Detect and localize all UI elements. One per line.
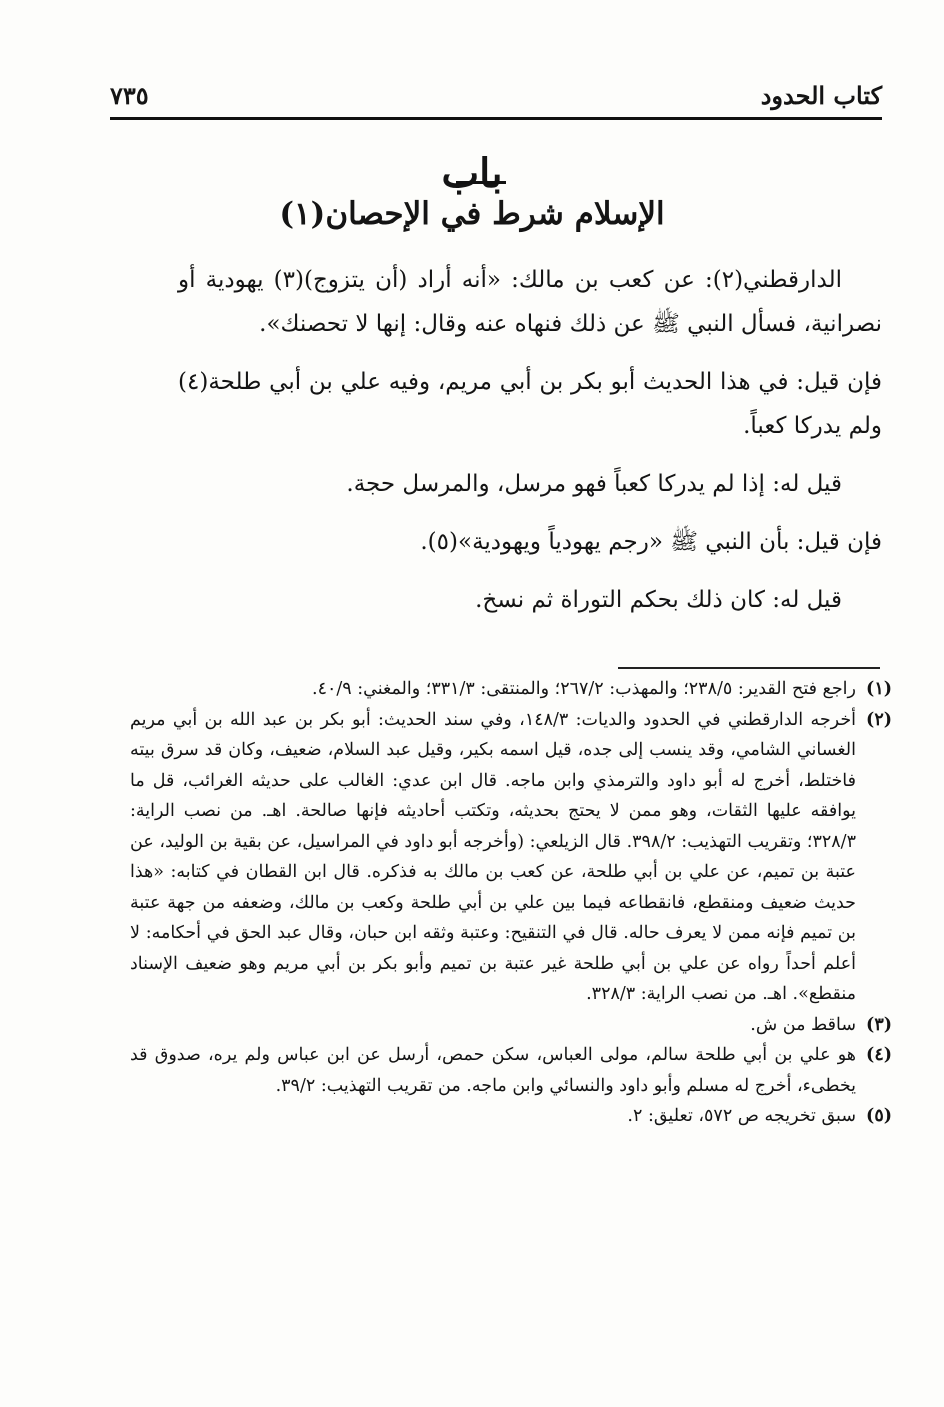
bab-underline	[456, 181, 506, 184]
bab-heading: باب	[441, 150, 503, 197]
footnote-number: (٥)	[866, 1106, 892, 1126]
paragraph: الدارقطني(٢): عن كعب بن مالك: «أنه أراد (أن يتزوج)(٣) يهودية أو نصرانية، فسأل النبي ﷺ عن ذلك فنهاه عنه وقال: إنها لا تحصنك».	[178, 267, 882, 337]
footnote-text: أخرجه الدارقطني في الحدود والديات: ١٤٨/٣، وفي سند الحديث: أبو بكر بن عبد الله بن أبي مريم الغساني الشامي، وقد ينسب إلى جده، قيل اسمه بكير، وقيل عبد السلام، ضعيف، وكان قد سرق بيته فاختلط، أخرج له أبو داود والترمذي وابن ماجه. قال ابن عدي: الغالب على حديثه الغرائب، قل ما يوافقه عليها الثقات، وهو ممن لا يحتج بحديثه، وتكتب أحاديثه فإنها صالحة. اهـ. من نصب الراية: ٣٢٨/٣؛ وتقريب التهذيب: ٣٩٨/٢. قال الزيلعي: (وأخرجه أبو داود في المراسيل، عن بقية بن الوليد، عن عتبة بن تميم، عن علي بن أبي طلحة، عن كعب بن مالك به فذكره. قال ابن القطان في كتابه: «هذا حديث ضعيف ومنقطع، فانقطاعه فيما بين علي بن أبي طلحة وكعب بن مالك، وضعفه من جهة عتبة بن تميم فإنه ممن لا يعرف حاله. قال في التنقيح: وعتبة وثقه ابن حبان، وقال عبد الحق في أحكامه: لا أعلم أحداً رواه عن علي بن أبي طلحة غير عتبة بن تميم وأبو بكر بن أبي مريم وهو ضعيف الإسناد منقطع». اهـ. من نصب الراية: ٣٢٨/٣.	[130, 709, 857, 1004]
paragraph: قيل له: كان ذلك بحكم التوراة ثم نسخ.	[475, 587, 842, 613]
paragraph: قيل له: إذا لم يدركا كعباً فهو مرسل، والمرسل حجة.	[346, 471, 842, 497]
footnote	[130, 1040, 892, 1101]
paragraph: فإن قيل: في هذا الحديث أبو بكر بن أبي مريم، وفيه علي بن أبي طلحة(٤) ولم يدركا كعباً.	[178, 369, 882, 439]
main-text	[178, 258, 882, 636]
footnote	[130, 1010, 892, 1041]
running-title: كتاب الحدود	[760, 81, 882, 110]
footnote-text: ساقط من ش.	[750, 1014, 856, 1035]
footnote-text: راجع فتح القدير: ٢٣٨/٥؛ والمهذب: ٢٦٧/٢؛ والمنتقى: ٣٣١/٣؛ والمغني: ٤٠/٩.	[311, 679, 856, 699]
header-rule	[110, 117, 882, 120]
footnote-number: (١)	[866, 679, 892, 699]
running-header	[110, 76, 882, 110]
footnotes	[130, 674, 892, 1132]
footnote	[130, 674, 892, 705]
footnote-number: (٤)	[866, 1045, 892, 1065]
footnote	[130, 1101, 892, 1132]
footnote-text: هو علي بن أبي طلحة سالم، مولى العباس، سكن حمص، أرسل عن ابن عباس ولم يره، صدوق قد يخطىء، أخرج له مسلم وأبو داود والنسائي وابن ماجه. من تقريب التهذيب: ٣٩/٢.	[130, 1045, 856, 1096]
footnote-number: (٢)	[866, 709, 892, 730]
footnote-number: (٣)	[866, 1014, 892, 1035]
chapter-title: الإسلام شرط في الإحصان(١)	[279, 196, 665, 232]
paragraph: فإن قيل: بأن النبي ﷺ «رجم يهودياً ويهودية»(٥).	[420, 529, 882, 555]
footnote-separator	[618, 667, 880, 669]
page-number: ٧٣٥	[110, 81, 149, 110]
footnote	[130, 705, 892, 1010]
footnote-text: سبق تخريجه ص ٥٧٢، تعليق: ٢.	[627, 1106, 856, 1126]
